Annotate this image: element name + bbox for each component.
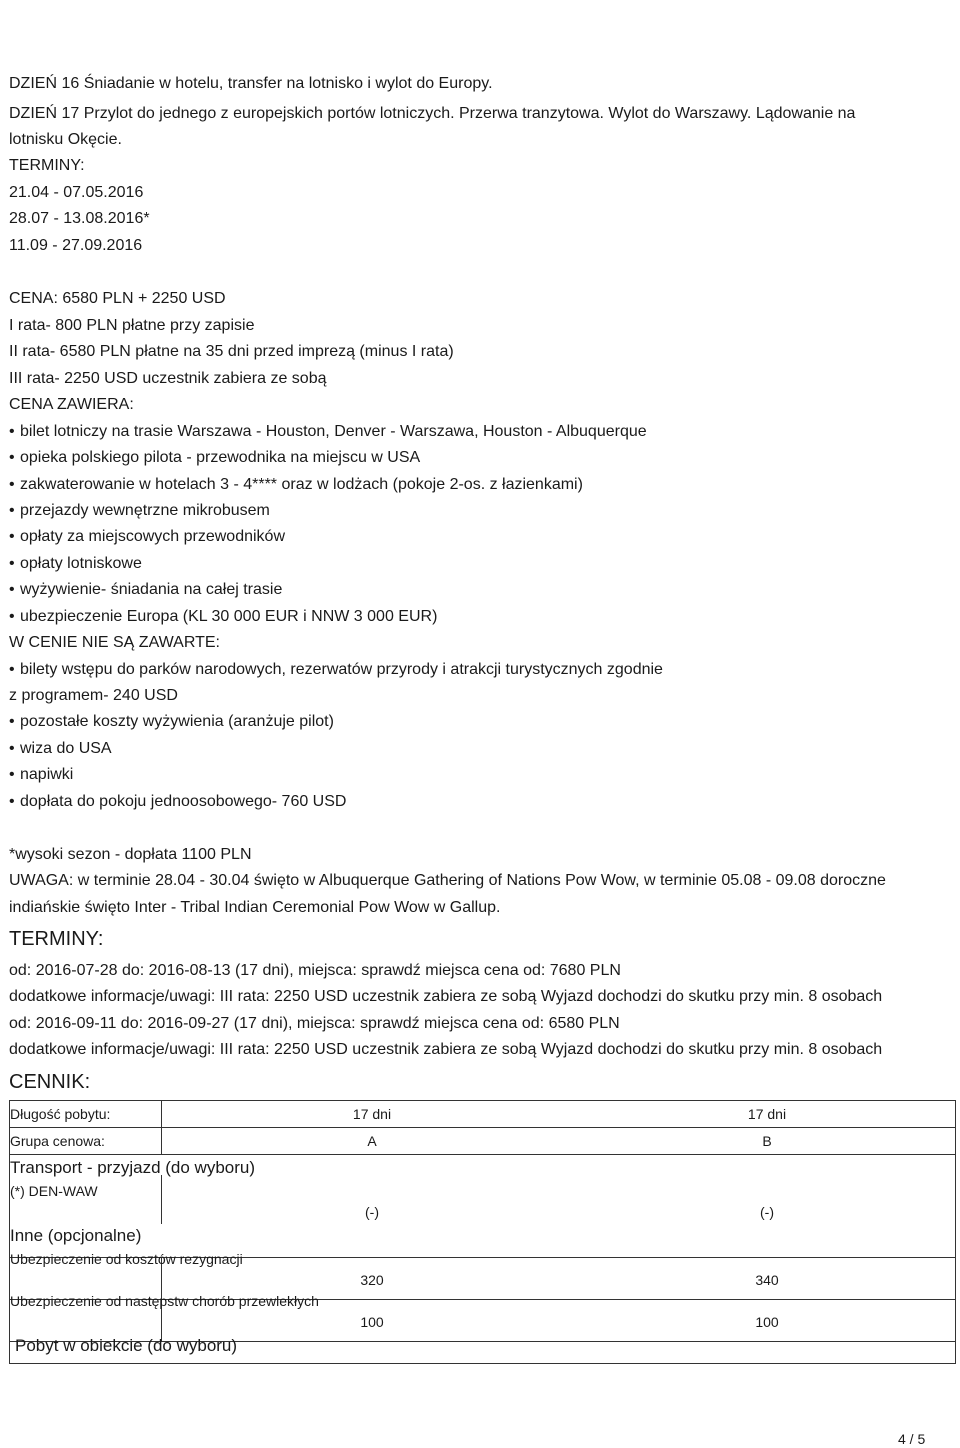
row-group-label: Grupa cenowa: bbox=[10, 1133, 105, 1149]
excludes-item: • napiwki bbox=[9, 765, 73, 785]
includes-item: • bilet lotniczy na trasie Warszawa - Houston, Denver - Warszawa, Houston - Albuquerque bbox=[9, 422, 647, 442]
row-duration-a: 17 dni bbox=[352, 1106, 392, 1122]
date-info: dodatkowe informacje/uwagi: III rata: 2250 USD uczestnik zabiera ze sobą Wyjazd dochodzi do skutku przy min. 8 osobach bbox=[9, 1041, 883, 1058]
includes-item: • opieka polskiego pilota - przewodnika na miejscu w USA bbox=[9, 448, 420, 468]
price-rate-2: II rata- 6580 PLN płatne na 35 dni przed imprezą (minus I rata) bbox=[9, 343, 454, 360]
row-group-b: B bbox=[762, 1133, 772, 1149]
itinerary-day16: DZIEŃ 16 Śniadanie w hotelu, transfer na lotnisko i wylot do Europy. bbox=[9, 75, 493, 92]
option-cancellation-b: 340 bbox=[755, 1272, 779, 1288]
transport-option-a: (-) bbox=[365, 1204, 379, 1220]
row-group-a: A bbox=[367, 1133, 377, 1149]
pricelist-table bbox=[9, 1100, 956, 1364]
stay-heading: Pobyt w obiekcie (do wyboru) bbox=[15, 1336, 238, 1355]
includes-item: • przejazdy wewnętrzne mikrobusem bbox=[9, 501, 270, 521]
option-chronic-label: Ubezpieczenie od następstw chorób przewlekłych bbox=[10, 1293, 319, 1309]
includes-item: • wyżywienie- śniadania na całej trasie bbox=[9, 580, 282, 600]
table-divider bbox=[10, 1154, 955, 1155]
uwaga-note: UWAGA: w terminie 28.04 - 30.04 święto w Albuquerque Gathering of Nations Pow Wow, w terminie 05.08 - 09.08 doroczne bbox=[9, 872, 886, 889]
excludes-item: • dopłata do pokoju jednoosobowego- 760 USD bbox=[9, 792, 346, 812]
table-divider bbox=[10, 1127, 955, 1128]
option-chronic-b: 100 bbox=[755, 1314, 779, 1330]
option-cancellation-label: Ubezpieczenie od kosztów rezygnacji bbox=[10, 1251, 243, 1267]
transport-option-b: (-) bbox=[760, 1204, 774, 1220]
table-column-divider bbox=[161, 1101, 162, 1154]
pricelist-heading: CENNIK: bbox=[9, 1071, 91, 1093]
option-chronic-a: 100 bbox=[360, 1314, 384, 1330]
high-season-note: *wysoki sezon - dopłata 1100 PLN bbox=[9, 846, 252, 863]
page-number: 4 / 5 bbox=[898, 1431, 926, 1447]
term-date: 28.07 - 13.08.2016* bbox=[9, 210, 150, 227]
term-date: 11.09 - 27.09.2016 bbox=[9, 237, 143, 254]
uwaga-note-cont: indiańskie święto Inter - Tribal Indian Ceremonial Pow Wow w Gallup. bbox=[9, 899, 501, 916]
excludes-item-cont: z programem- 240 USD bbox=[9, 687, 178, 704]
table-column-divider bbox=[161, 1175, 162, 1224]
includes-item: • opłaty za miejscowych przewodników bbox=[9, 527, 285, 547]
date-entry: od: 2016-07-28 do: 2016-08-13 (17 dni), miejsca: sprawdź miejsca cena od: 7680 PLN bbox=[9, 962, 621, 979]
includes-item: • ubezpieczenie Europa (KL 30 000 EUR i NNW 3 000 EUR) bbox=[9, 607, 437, 627]
excludes-item: • pozostałe koszty wyżywienia (aranżuje pilot) bbox=[9, 712, 334, 732]
price-main: CENA: 6580 PLN + 2250 USD bbox=[9, 290, 226, 307]
includes-heading: CENA ZAWIERA: bbox=[9, 396, 134, 413]
includes-item: • zakwaterowanie w hotelach 3 - 4**** oraz w lodżach (pokoje 2-os. z łazienkami) bbox=[9, 475, 583, 495]
row-duration-b: 17 dni bbox=[747, 1106, 787, 1122]
dates-heading: TERMINY: bbox=[9, 928, 104, 950]
itinerary-day17: DZIEŃ 17 Przylot do jednego z europejskich portów lotniczych. Przerwa tranzytowa. Wylot do Warszawy. Lądowanie na bbox=[9, 105, 856, 122]
includes-item: • opłaty lotniskowe bbox=[9, 554, 142, 574]
date-info: dodatkowe informacje/uwagi: III rata: 2250 USD uczestnik zabiera ze sobą Wyjazd dochodzi do skutku przy min. 8 osobach bbox=[9, 988, 883, 1005]
row-duration-label: Długość pobytu: bbox=[10, 1106, 111, 1122]
itinerary-day17-cont: lotnisku Okęcie. bbox=[9, 131, 122, 148]
price-rate-1: I rata- 800 PLN płatne przy zapisie bbox=[9, 317, 255, 334]
transport-option-label: (*) DEN-WAW bbox=[10, 1183, 98, 1199]
excludes-item: • bilety wstępu do parków narodowych, rezerwatów przyrody i atrakcji turystycznych zgodnie bbox=[9, 660, 663, 680]
date-entry: od: 2016-09-11 do: 2016-09-27 (17 dni), miejsca: sprawdź miejsca cena od: 6580 PLN bbox=[9, 1015, 620, 1032]
price-rate-3: III rata- 2250 USD uczestnik zabiera ze sobą bbox=[9, 370, 327, 387]
excludes-item: • wiza do USA bbox=[9, 739, 112, 759]
terms-heading: TERMINY: bbox=[9, 157, 85, 174]
optional-heading: Inne (opcjonalne) bbox=[10, 1226, 142, 1245]
option-cancellation-a: 320 bbox=[360, 1272, 384, 1288]
term-date: 21.04 - 07.05.2016 bbox=[9, 184, 144, 201]
excludes-heading: W CENIE NIE SĄ ZAWARTE: bbox=[9, 634, 220, 651]
transport-heading: Transport - przyjazd (do wyboru) bbox=[10, 1158, 256, 1177]
